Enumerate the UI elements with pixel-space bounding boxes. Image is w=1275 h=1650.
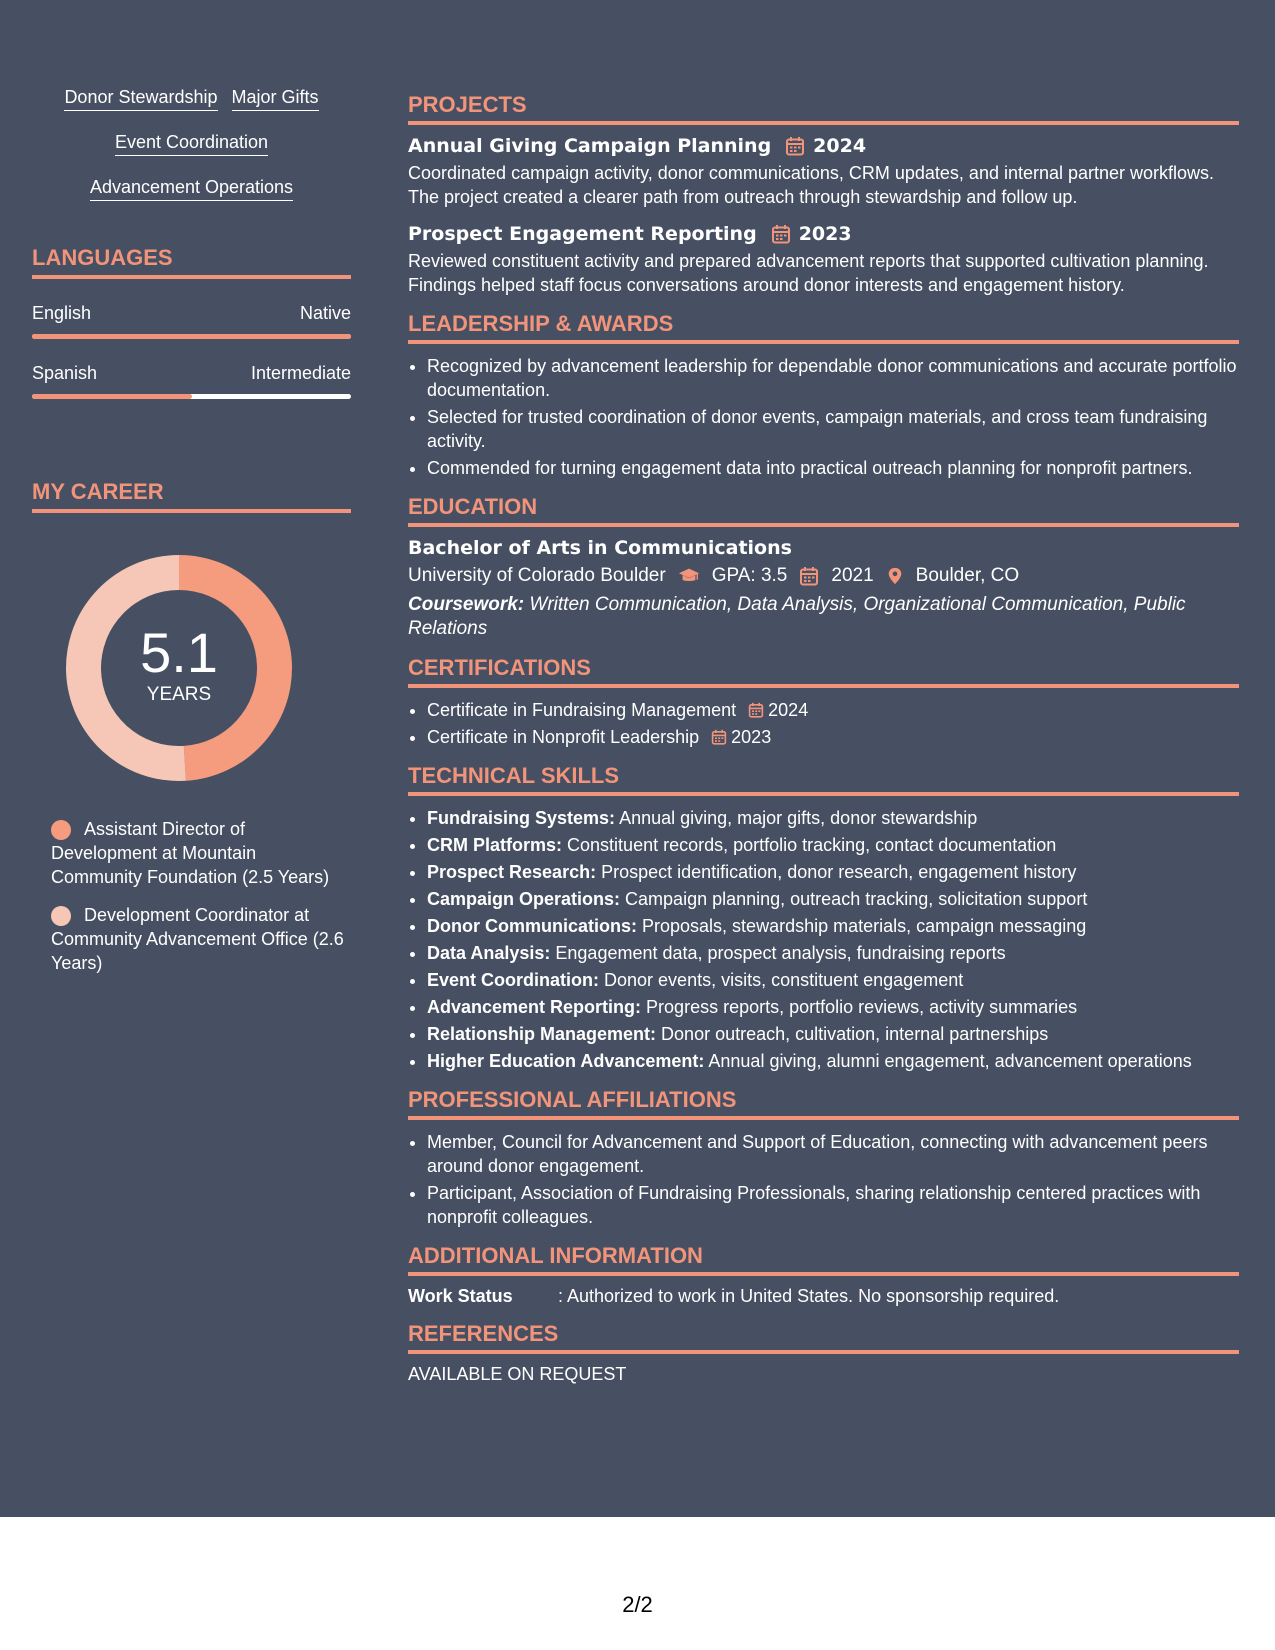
- leadership-item: • Selected for trusted coordination of donor events, campaign materials, and cross team fundraising activity.: [427, 405, 1239, 453]
- tag: Event Coordination: [115, 131, 268, 156]
- tag: Advancement Operations: [90, 176, 293, 201]
- projects-title: PROJECTS: [408, 92, 1239, 125]
- leadership-title: LEADERSHIP & AWARDS: [408, 311, 1239, 344]
- project-name: Annual Giving Campaign Planning: [408, 135, 772, 157]
- skill-text: Campaign planning, outreach tracking, solicitation support: [625, 889, 1088, 909]
- graduation-year: 2021: [831, 565, 874, 586]
- skill-label: Prospect Research:: [427, 862, 597, 882]
- language-name: English: [32, 303, 92, 323]
- skill-text: Prospect identification, donor research, engagement history: [601, 862, 1077, 882]
- tag-row: [32, 86, 351, 111]
- skill-item: [427, 1022, 1239, 1046]
- certification-year: 2024: [768, 700, 809, 720]
- degree: Bachelor of Arts in Communications: [408, 537, 792, 559]
- skill-item: [427, 887, 1239, 911]
- leadership-item: • Commended for turning engagement data into practical outreach planning for nonprofit partners.: [427, 456, 1239, 480]
- language-bar-fill: [32, 334, 351, 339]
- legend-dot: [51, 820, 71, 840]
- calendar-icon: [748, 702, 764, 718]
- language-level: Intermediate: [250, 363, 351, 383]
- language-bar-fill: [32, 394, 192, 399]
- tag-row: [32, 131, 351, 156]
- skill-item: [427, 860, 1239, 884]
- leadership-section: [408, 311, 1239, 480]
- additional-title: ADDITIONAL INFORMATION: [408, 1243, 1239, 1276]
- skill-label: Event Coordination:: [427, 970, 599, 990]
- skill-item: [427, 914, 1239, 938]
- graduation-cap-icon: [678, 566, 700, 586]
- skill-text: Annual giving, major gifts, donor stewardship: [619, 808, 978, 828]
- left-column: [32, 86, 351, 989]
- project-heading: [408, 135, 1239, 157]
- work-status-label: Work Status: [408, 1286, 513, 1306]
- certification-name: Certificate in Fundraising Management: [427, 700, 737, 720]
- project-year: 2023: [798, 223, 852, 245]
- career-role-text: Development Coordinator at Community Advancement Office (2.6 Years): [51, 905, 344, 973]
- language-name: Spanish: [32, 363, 98, 383]
- certification-year: 2023: [731, 727, 772, 747]
- location-pin-icon: [886, 566, 904, 586]
- legend-dot: [51, 906, 71, 926]
- certification-item: [427, 725, 1239, 749]
- calendar-icon: [799, 566, 819, 586]
- language-level: Native: [299, 303, 351, 323]
- skill-label: Fundraising Systems:: [427, 808, 616, 828]
- languages-title: LANGUAGES: [32, 245, 351, 279]
- skill-text: Engagement data, prospect analysis, fundraising reports: [555, 943, 1006, 963]
- skill-text: Progress reports, portfolio reviews, activity summaries: [646, 997, 1078, 1017]
- language-bar: [32, 394, 351, 399]
- tag: Donor Stewardship: [64, 86, 217, 111]
- calendar-icon: [711, 729, 727, 745]
- certifications-section: [408, 655, 1239, 749]
- skill-text: Donor events, visits, constituent engagement: [604, 970, 964, 990]
- skill-label: Data Analysis:: [427, 943, 551, 963]
- skill-label: Higher Education Advancement:: [427, 1051, 705, 1071]
- skills-section: [408, 763, 1239, 1073]
- certification-item: [427, 698, 1239, 722]
- school-name: University of Colorado Boulder: [408, 565, 666, 586]
- skill-tags: [32, 86, 351, 201]
- project-year: 2024: [813, 135, 867, 157]
- tag: Major Gifts: [232, 86, 319, 111]
- work-status-value: : Authorized to work in United States. No sponsorship required.: [558, 1286, 1060, 1306]
- career-total: 5.1: [140, 621, 218, 684]
- project-description: Reviewed constituent activity and prepared advancement reports that supported cultivation planning. Findings helped staff focus conversations around donor interests and engagement history.: [408, 251, 1209, 295]
- certifications-title: CERTIFICATIONS: [408, 655, 1239, 688]
- affiliation-item: • Member, Council for Advancement and Support of Education, connecting with advancement peers around donor engagement.: [427, 1130, 1239, 1178]
- career-title: MY CAREER: [32, 479, 351, 513]
- education-section: [408, 494, 1239, 641]
- career-role: [51, 817, 351, 889]
- right-column: [408, 92, 1239, 1399]
- skill-item: [427, 833, 1239, 857]
- skill-label: Donor Communications:: [427, 916, 637, 936]
- leadership-item: • Recognized by advancement leadership for dependable donor communications and accurate portfolio documentation.: [427, 354, 1239, 402]
- references-section: [408, 1321, 1239, 1385]
- coursework-list: Written Communication, Data Analysis, Organizational Communication, Public Relations: [408, 594, 1186, 639]
- language-item: [32, 363, 351, 399]
- education-title: EDUCATION: [408, 494, 1239, 527]
- skill-label: Campaign Operations:: [427, 889, 621, 909]
- project-name: Prospect Engagement Reporting: [408, 223, 757, 245]
- skill-text: Donor outreach, cultivation, internal partnerships: [661, 1024, 1049, 1044]
- tag-row: [32, 176, 351, 201]
- skills-title: TECHNICAL SKILLS: [408, 763, 1239, 796]
- school-location: Boulder, CO: [915, 565, 1020, 586]
- coursework: [408, 593, 1239, 641]
- project-description: Coordinated campaign activity, donor communications, CRM updates, and internal partner workflows. The project created a clearer path from outreach through stewardship and follow up.: [408, 163, 1215, 207]
- affiliation-item: • Participant, Association of Fundraising Professionals, sharing relationship centered practices with nonprofit colleagues.: [427, 1181, 1239, 1229]
- certification-name: Certificate in Nonprofit Leadership: [427, 727, 700, 747]
- skill-text: Annual giving, alumni engagement, advancement operations: [708, 1051, 1192, 1071]
- work-status-row: [408, 1286, 1239, 1307]
- affiliations-title: PROFESSIONAL AFFILIATIONS: [408, 1087, 1239, 1120]
- project-heading: [408, 223, 1239, 245]
- career-unit: YEARS: [146, 684, 212, 705]
- skill-item: [427, 968, 1239, 992]
- skill-label: CRM Platforms:: [427, 835, 563, 855]
- career-role: [51, 903, 351, 975]
- language-bar: [32, 334, 351, 339]
- projects-section: [408, 92, 1239, 297]
- coursework-label: Coursework:: [408, 594, 525, 615]
- skill-label: Relationship Management:: [427, 1024, 657, 1044]
- career-legend: [51, 817, 351, 975]
- skill-text: Proposals, stewardship materials, campaign messaging: [642, 916, 1087, 936]
- skill-item: [427, 806, 1239, 830]
- career-role-text: Assistant Director of Development at Mountain Community Foundation (2.5 Years): [51, 819, 330, 887]
- affiliations-section: [408, 1087, 1239, 1229]
- additional-section: [408, 1243, 1239, 1307]
- calendar-icon: [785, 136, 805, 156]
- calendar-icon: [771, 224, 791, 244]
- skill-item: [427, 941, 1239, 965]
- skill-text: Constituent records, portfolio tracking, contact documentation: [567, 835, 1057, 855]
- language-item: [32, 303, 351, 339]
- career-donut-chart: [66, 555, 292, 781]
- skill-label: Advancement Reporting:: [427, 997, 642, 1017]
- page-number: 2/2: [622, 1592, 653, 1617]
- education-details: [408, 565, 1239, 587]
- references-text: AVAILABLE ON REQUEST: [408, 1364, 627, 1384]
- skill-item: [427, 995, 1239, 1019]
- skill-item: [427, 1049, 1239, 1073]
- references-title: REFERENCES: [408, 1321, 1239, 1354]
- gpa: GPA: 3.5: [711, 565, 788, 586]
